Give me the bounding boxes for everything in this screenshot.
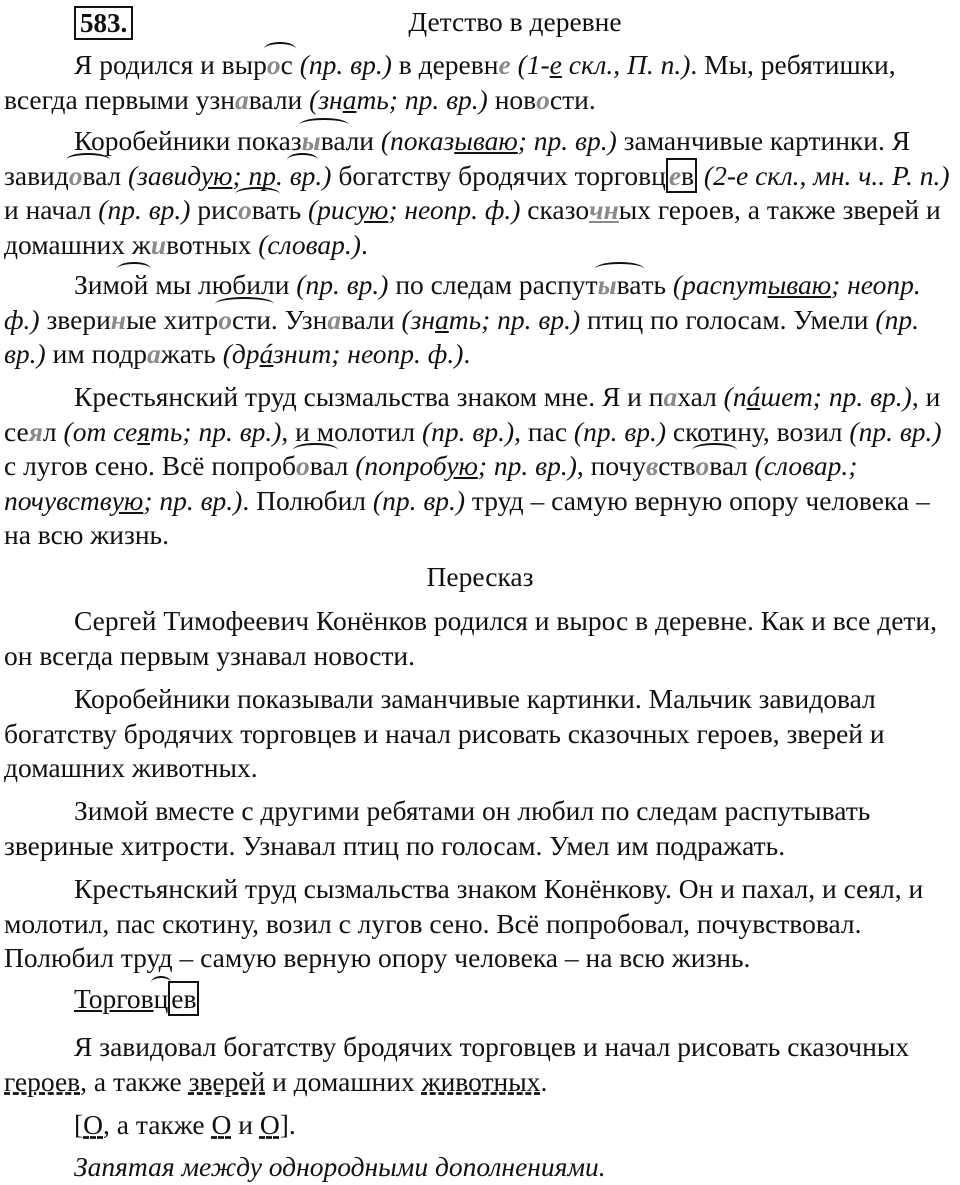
paragraph-2: Коробейники показывали (показываю; пр. вр.) заманчивые картинки. Я завидовал (завидую; пр. вр.) богатству бродячих торговц ев (2-е скл., мн. ч.. Р. п.) и начал (пр. вр.) рисовать (рисую; неопр. ф.) сказочных героев, а также зверей и домашних животных (словар.).	[4, 125, 950, 260]
paragraph-1: Я родился и вырос (пр. вр.) в деревне (1-е скл., П. п.). Мы, ребятишки, всегда первыми узнавали (знать; пр. вр.) новости.	[4, 49, 896, 115]
retelling-title: Пересказ	[426, 561, 534, 592]
retelling-paragraph-3: Зимой вместе с другими ребятами он любил по следам распутывать звериные хитрости. Узнавал птиц по голосам. Умел им подражать.	[4, 795, 871, 861]
retelling-paragraph-2: Коробейники показывали заманчивые картинки. Мальчик завидовал богатству бродячих торговцев и начал рисовать сказочных героев, зверей и домашних животных.	[4, 683, 885, 783]
retelling-paragraph-4: Крестьянский труд сызмальства знаком Конёнкову. Он и пахал, и сеял, и молотил, пас скотину, возил с лугов сено. Всё попробовал, почувствовал. Полюбил труд – самую верную опору человека – на всю жизнь.	[4, 873, 924, 973]
conclusion: Запятая между однородными дополнениями.	[74, 1151, 606, 1182]
word-analysis: Торговц ев	[74, 982, 199, 1016]
text-title: Детство в деревне	[408, 6, 622, 37]
paragraph-4: Крестьянский труд сызмальства знаком мне. Я и пахал (пáшет; пр. вр.), и сеял (от сеять; пр. вр.), и молотил (пр. вр.), пас (пр. вр.) скотину, возил (пр. вр.) с лугов сено. Всё попробовал (попробую; пр. вр.), почувствовал (словар.; почувствую; пр. вр.). Полюбил (пр. вр.) труд – самую верную опору человека – на всю жизнь.	[4, 381, 942, 550]
sentence-scheme: [О, а также О и О].	[74, 1109, 296, 1140]
retelling-paragraph-1: Сергей Тимофеевич Конёнков родился и вырос в деревне. Как и все дети, он всегда первым узнавал новости.	[4, 605, 938, 671]
paragraph-3: Зимой мы любили (пр. вр.) по следам распутывать (распутываю; неопр. ф.) звериные хитрости. Узнавали (знать; пр. вр.) птиц по голосам. Умели (пр. вр.) им подражать (дрáзнит; неопр. ф.).	[4, 269, 921, 369]
exercise-number: 583.	[74, 6, 133, 40]
analysis-sentence: Я завидовал богатству бродячих торговцев и начал рисовать сказочных героев, а также зверей и домашних животных.	[4, 1031, 910, 1097]
